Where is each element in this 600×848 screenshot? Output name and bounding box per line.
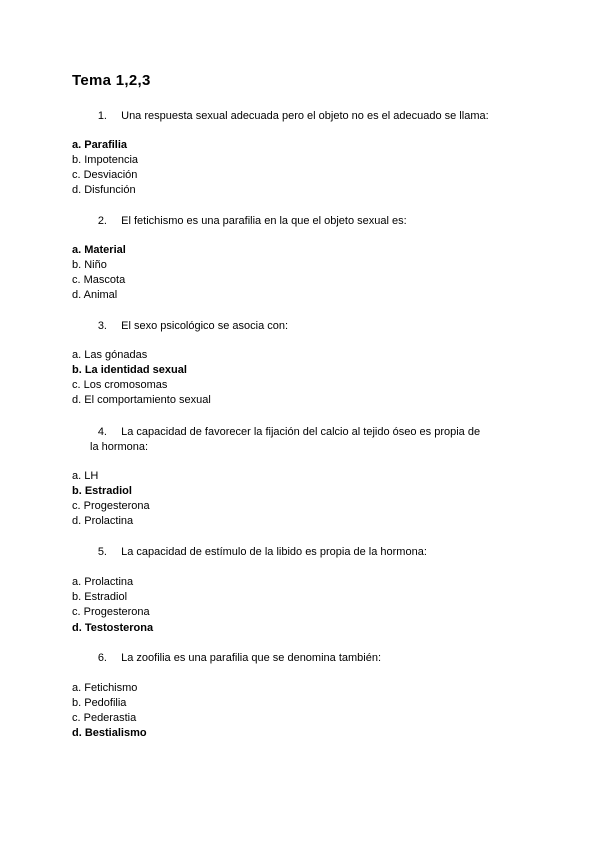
question-5 (90, 545, 530, 560)
question-6 (90, 651, 530, 666)
option-6a: a. Fetichismo (72, 682, 138, 694)
option-2a: a. Material (72, 244, 126, 256)
option-1b: b. Impotencia (72, 154, 139, 166)
option-5d: d. Testosterona (72, 622, 154, 634)
question-1 (90, 109, 530, 124)
option-2d: d. Animal (72, 289, 118, 301)
question-text: El sexo psicológico se asocia con: (121, 320, 289, 332)
document-title: Tema 1,2,3 (72, 72, 151, 89)
option-4d: d. Prolactina (72, 515, 134, 527)
option-1c: c. Desviación (72, 169, 138, 181)
question-number: 4. (97, 426, 107, 438)
option-3b: b. La identidad sexual (72, 364, 187, 376)
option-1a: a. Parafilia (72, 139, 128, 151)
option-3c: c. Los cromosomas (72, 379, 168, 391)
option-6b: b. Pedofilia (72, 697, 127, 709)
option-2b: b. Niño (72, 259, 107, 271)
option-5b: b. Estradiol (72, 591, 128, 603)
question-4 (90, 425, 490, 455)
question-text: La capacidad de estímulo de la libido es propia de la hormona: (121, 546, 427, 558)
option-5a: a. Prolactina (72, 576, 134, 588)
question-number: 5. (97, 546, 107, 558)
question-text: Una respuesta sexual adecuada pero el objeto no es el adecuado se llama: (121, 110, 489, 122)
option-2c: c. Mascota (72, 274, 126, 286)
option-4a: a. LH (72, 470, 99, 482)
option-3d: d. El comportamiento sexual (72, 394, 211, 406)
question-2 (90, 214, 530, 229)
option-4c: c. Progesterona (72, 500, 150, 512)
question-number: 6. (97, 652, 107, 664)
question-text: El fetichismo es una parafilia en la que el objeto sexual es: (121, 215, 407, 227)
option-6d: d. Bestialismo (72, 727, 147, 739)
option-4b: b. Estradiol (72, 485, 132, 497)
option-6c: c. Pederastia (72, 712, 137, 724)
option-5c: c. Progesterona (72, 606, 150, 618)
question-text: La capacidad de favorecer la fijación del calcio al tejido óseo es propia de la hormona: (90, 426, 481, 453)
option-3a: a. Las gónadas (72, 349, 148, 361)
question-number: 2. (97, 215, 107, 227)
question-number: 3. (97, 320, 107, 332)
question-3 (90, 319, 530, 334)
question-number: 1. (97, 110, 107, 122)
question-text: La zoofilia es una parafilia que se denomina también: (121, 652, 382, 664)
option-1d: d. Disfunción (72, 184, 136, 196)
